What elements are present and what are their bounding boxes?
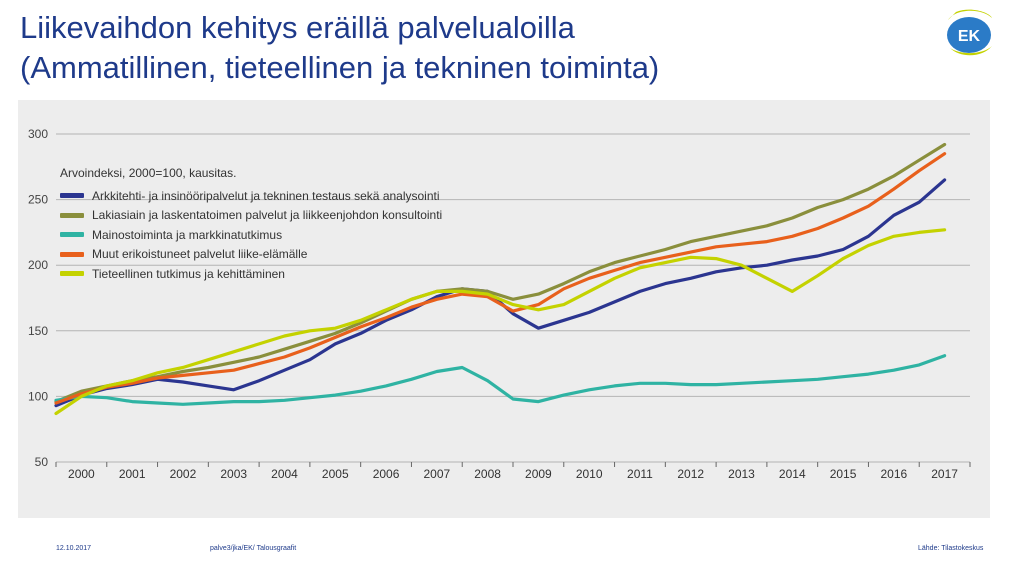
legend-swatch xyxy=(60,193,84,198)
legend-swatch xyxy=(60,271,84,276)
x-tick-label: 2012 xyxy=(677,467,705,481)
logo-text: EK xyxy=(957,28,981,45)
legend-item xyxy=(60,264,442,284)
page-title xyxy=(20,8,920,88)
chart-legend xyxy=(60,166,442,284)
legend-item xyxy=(60,225,442,245)
line-chart xyxy=(18,100,990,518)
ek-logo-icon xyxy=(942,8,996,58)
footer-source: Lähde: Tilastokeskus xyxy=(918,545,984,552)
x-tick-label: 2016 xyxy=(880,467,908,481)
legend-label: Tieteellinen tutkimus ja kehittäminen xyxy=(92,266,285,281)
legend-item xyxy=(60,186,442,206)
x-tick-label: 2017 xyxy=(931,467,958,481)
x-tick-label: 2001 xyxy=(118,467,146,481)
y-tick-label: 100 xyxy=(27,389,48,404)
x-tick-label: 2007 xyxy=(423,467,451,481)
x-tick-label: 2010 xyxy=(575,467,603,481)
legend-swatch xyxy=(60,232,84,237)
y-tick-label: 200 xyxy=(27,258,48,273)
x-tick-label: 2005 xyxy=(321,467,349,481)
x-tick-label: 2000 xyxy=(68,467,95,481)
footer-date: 12.10.2017 xyxy=(56,545,92,552)
x-tick-label: 2014 xyxy=(778,467,806,481)
legend-label: Arkkitehti- ja insinööripalvelut ja tekninen testaus sekä analysointi xyxy=(92,188,440,203)
legend-item xyxy=(60,245,442,265)
legend-swatch xyxy=(60,213,84,218)
y-tick-label: 150 xyxy=(27,323,48,338)
legend-label: Mainostoiminta ja markkinatutkimus xyxy=(92,227,283,242)
title-line-1: Liikevaihdon kehitys eräillä palvelualoilla xyxy=(20,10,575,45)
y-tick-label: 250 xyxy=(27,192,48,207)
legend-label: Muut erikoistuneet palvelut liike-elämälle xyxy=(92,247,308,262)
y-tick-label: 300 xyxy=(27,127,48,141)
legend-swatch xyxy=(60,252,84,257)
x-tick-label: 2013 xyxy=(728,467,755,481)
title-line-2: (Ammatillinen, tieteellinen ja tekninen toiminta) xyxy=(20,50,660,85)
series-line-3 xyxy=(56,356,945,405)
x-tick-label: 2004 xyxy=(271,467,298,481)
x-tick-label: 2009 xyxy=(525,467,552,481)
legend-label: Lakiasiain ja laskentatoimen palvelut ja liikkeenjohdon konsultointi xyxy=(92,208,443,223)
footer-file: palve3/jka/EK/ Talousgraafit xyxy=(210,545,297,552)
x-tick-label: 2008 xyxy=(474,467,501,481)
x-tick-label: 2003 xyxy=(220,467,248,481)
x-tick-label: 2006 xyxy=(372,467,400,481)
x-tick-label: 2002 xyxy=(169,467,197,481)
y-tick-label: 50 xyxy=(34,455,48,469)
x-tick-label: 2015 xyxy=(829,467,857,481)
legend-item xyxy=(60,206,442,226)
x-tick-label: 2011 xyxy=(627,467,653,481)
chart-subtitle: Arvoindeksi, 2000=100, kausitas. xyxy=(60,166,237,180)
